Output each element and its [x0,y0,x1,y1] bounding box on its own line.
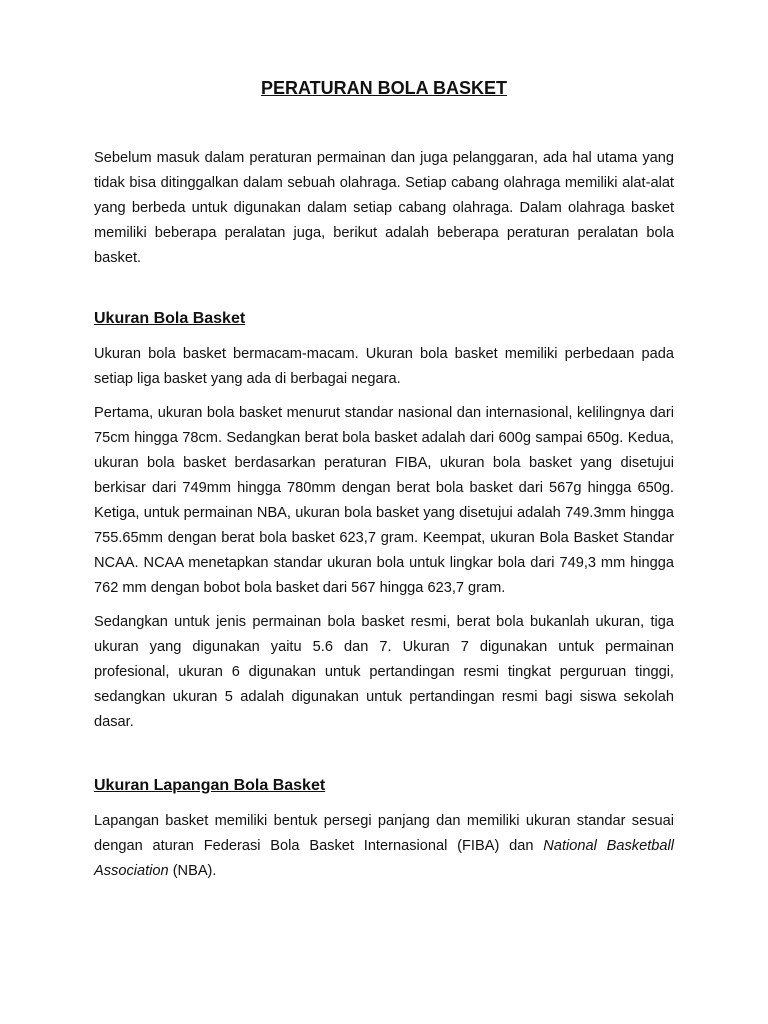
ball-size-paragraph-3: Sedangkan untuk jenis permainan bola basket resmi, berat bola bukanlah ukuran, tiga ukuran yang digunakan yaitu 5.6 dan 7. Ukuran 7 digunakan untuk permainan profesional, ukuran 6 digunakan untuk pertandingan resmi tingkat perguruan tinggi, sedangkan ukuran 5 adalah digunakan untuk pertandingan resmi bagi siswa sekolah dasar. [94,614,674,730]
court-size-text-end: (NBA). [168,863,217,879]
document-title: PERATURAN BOLA BASKET [261,78,507,98]
section-heading-ball-size: Ukuran Bola Basket [94,310,246,327]
court-size-text-start: Lapangan basket memiliki bentuk persegi panjang dan memiliki ukuran standar sesuai dengan aturan Federasi Bola Basket Internasional (FIBA) dan [94,813,674,854]
court-size-text-italic: National Basketball Association [94,838,674,879]
court-size-paragraph [94,809,674,884]
section-heading-court-size: Ukuran Lapangan Bola Basket [94,777,326,794]
ball-size-paragraph-1: Ukuran bola basket bermacam-macam. Ukuran bola basket memiliki perbedaan pada setiap liga basket yang ada di berbagai negara. [94,346,674,387]
document-page [94,76,674,884]
ball-size-paragraph-2: Pertama, ukuran bola basket menurut standar nasional dan internasional, kelilingnya dari 75cm hingga 78cm. Sedangkan berat bola basket adalah dari 600g sampai 650g. Kedua, ukuran bola basket berdasarkan peraturan FIBA, ukuran bola basket yang disetujui berkisar dari 749mm hingga 780mm dengan berat bola basket dari 567g hingga 650g. Ketiga, untuk permainan NBA, ukuran bola basket yang disetujui adalah 749.3mm hingga 755.65mm dengan berat bola basket 623,7 gram. Keempat, ukuran Bola Basket Standar NCAA. NCAA menetapkan standar ukuran bola untuk lingkar bola dari 749,3 mm hingga 762 mm dengan bobot bola basket dari 567 hingga 623,7 gram. [94,405,674,596]
intro-paragraph: Sebelum masuk dalam peraturan permainan dan juga pelanggaran, ada hal utama yang tidak bisa ditinggalkan dalam sebuah olahraga. Setiap cabang olahraga memiliki alat-alat yang berbeda untuk digunakan dalam setiap cabang olahraga. Dalam olahraga basket memiliki beberapa peralatan juga, berikut adalah beberapa peraturan peralatan bola basket. [94,150,674,266]
